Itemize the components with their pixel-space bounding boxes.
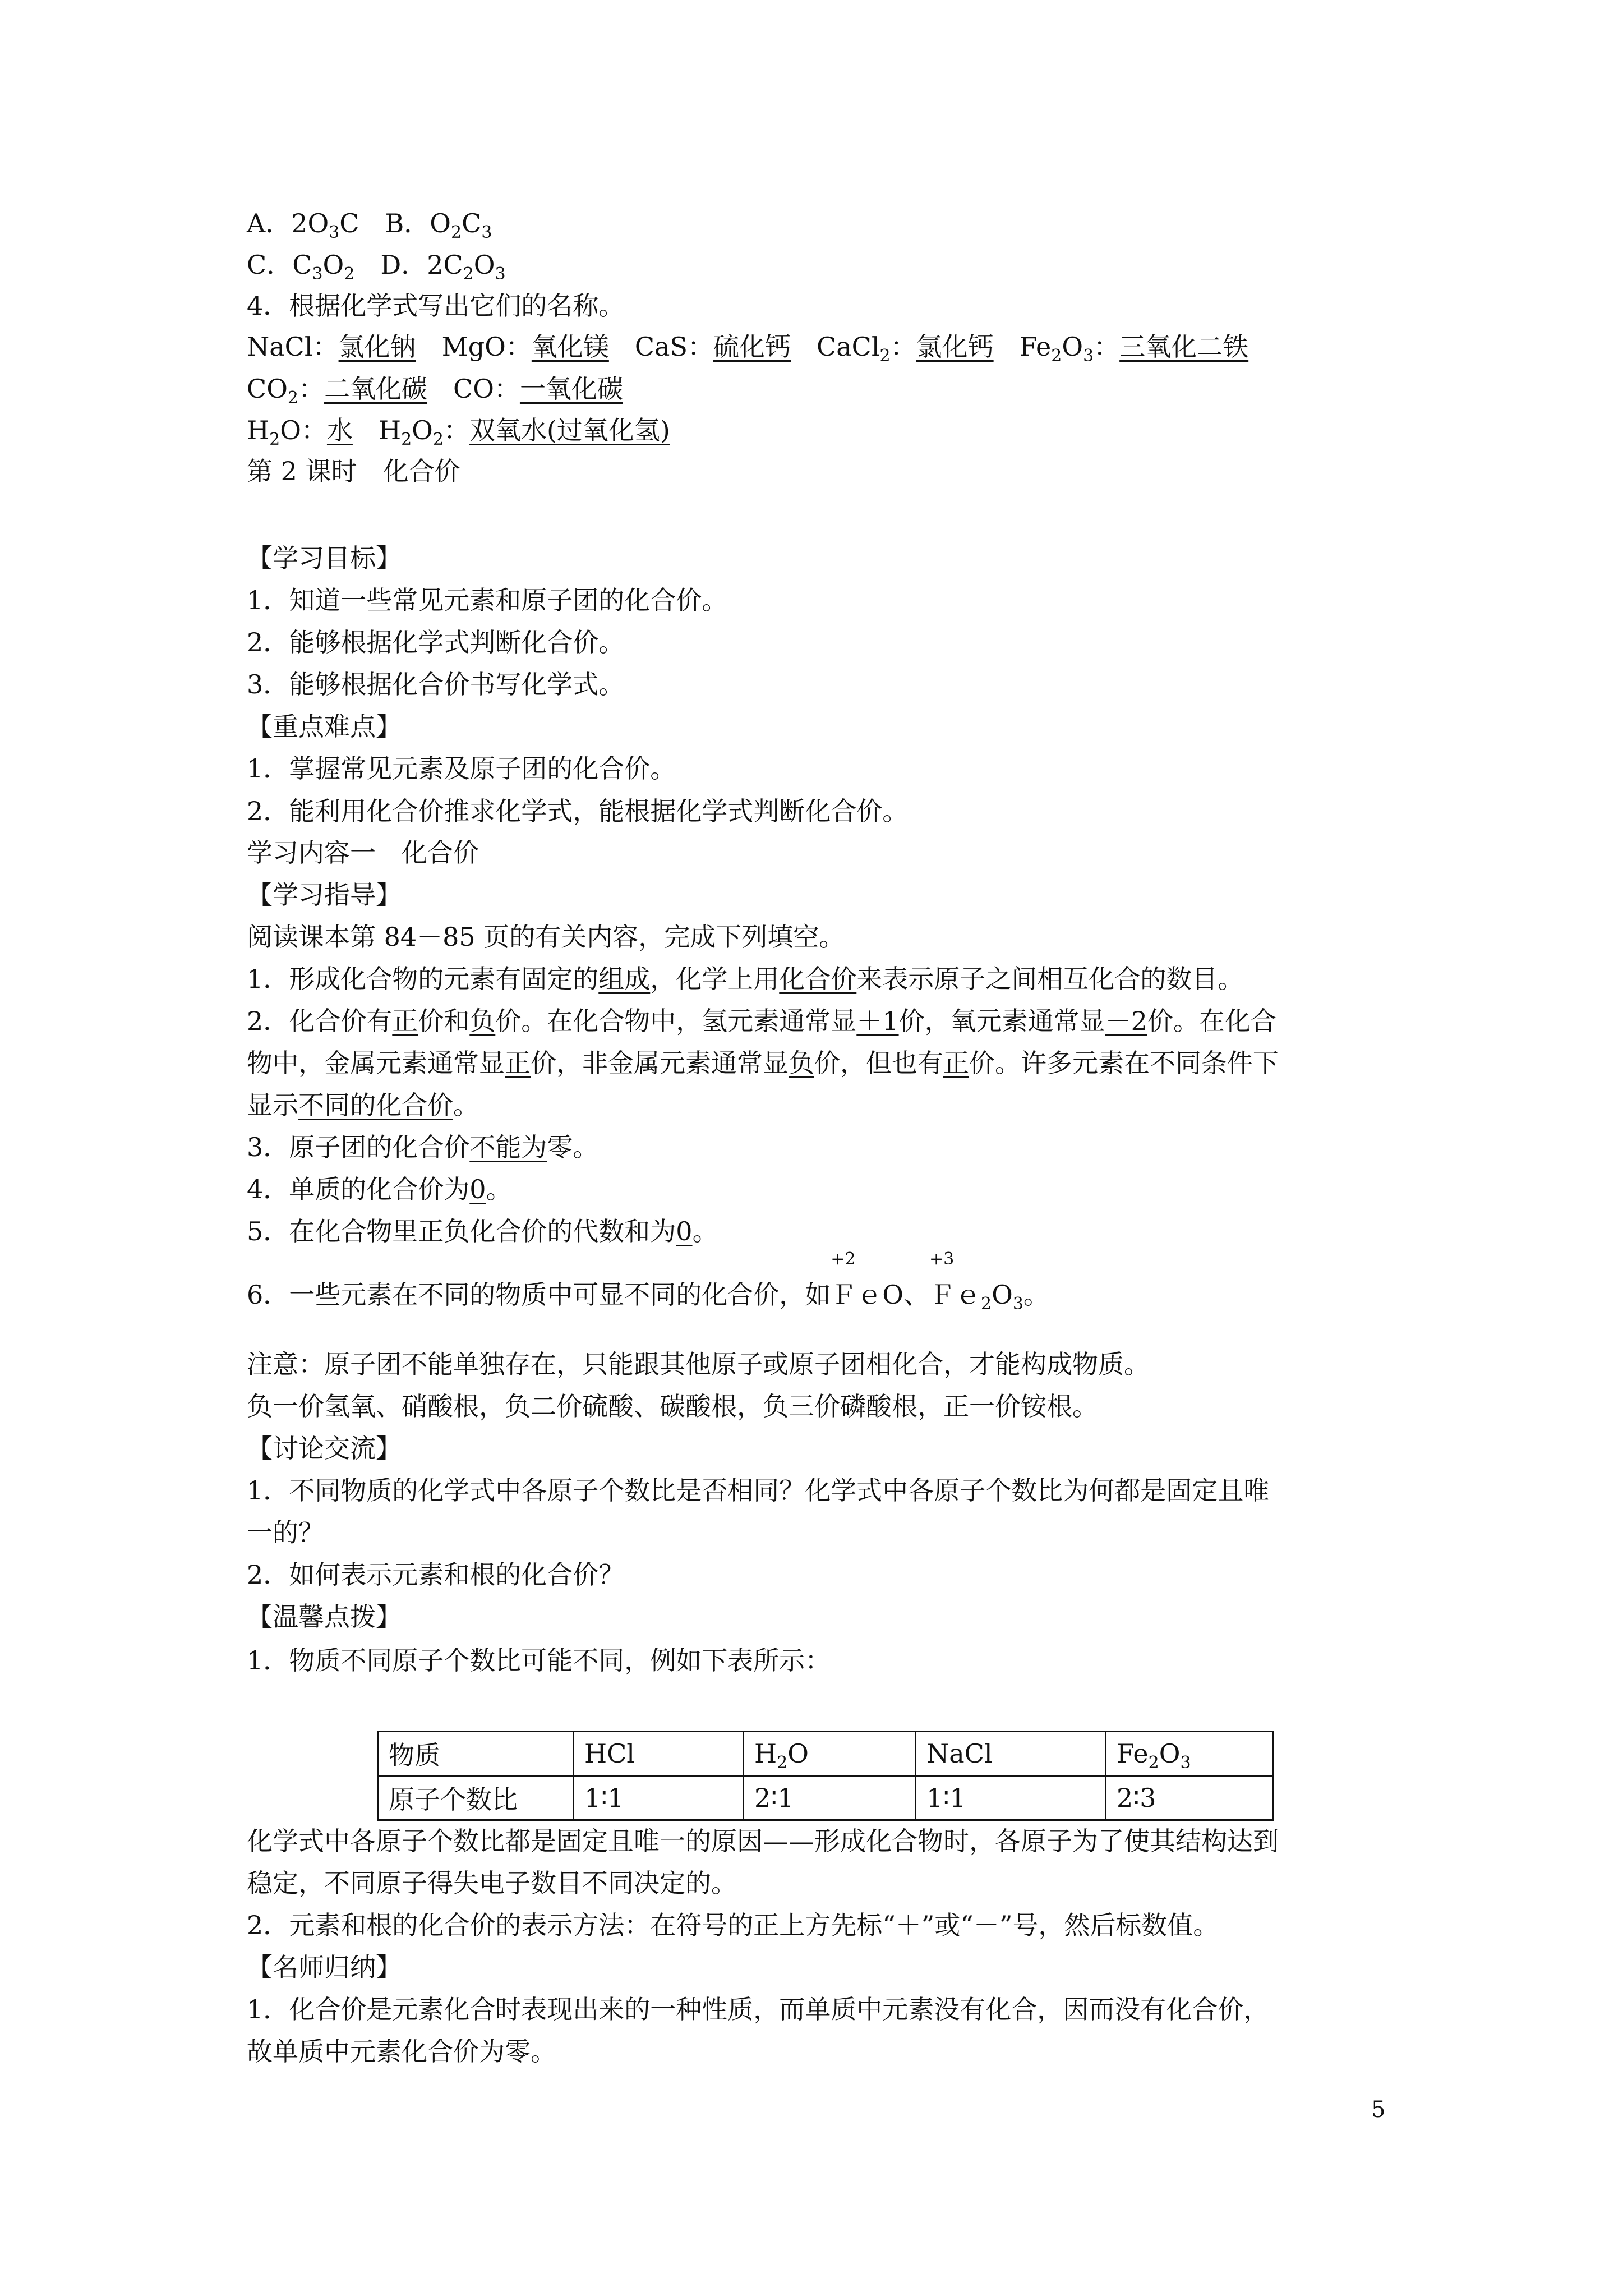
- discuss-question-1-cont: 一的？: [247, 1517, 324, 1548]
- option-line-cd: C．$C_3O_2$ D．$2C_2O_3$: [247, 250, 506, 284]
- mnemonic-line: 负一价氢氧、硝酸根，负二价硫酸、碳酸根，负三价磷酸根，正一价铵根。: [247, 1391, 1098, 1421]
- summary-item-1: 1．化合价是元素化合时表现出来的一种性质，而单质中元素没有化合，因而没有化合价，: [247, 1994, 1270, 2024]
- atom-ratio-table: [377, 1731, 1274, 1821]
- table-cell: 1∶1: [916, 1776, 1106, 1820]
- discuss-question-2: 2．如何表示元素和根的化合价？: [247, 1559, 625, 1590]
- table-cell: 原子个数比: [378, 1776, 574, 1820]
- fill-blank-1: 1．形成化合物的元素有固定的组成，化学上用化合价来表示原子之间相互化合的数目。: [247, 964, 1244, 994]
- tip-1: 1．物质不同原子个数比可能不同，例如下表所示：: [247, 1645, 831, 1676]
- table-cell: $Fe_2O_3$: [1106, 1732, 1274, 1776]
- option-line-ab: A．$2O_3C$ B．$O_2C_3$: [247, 208, 492, 242]
- question-4-answers-2: $CO_2$：二氧化碳 CO：一氧化碳: [247, 374, 623, 408]
- page-number: 5: [1371, 2097, 1386, 2123]
- key-points-heading: 【重点难点】: [247, 711, 402, 742]
- summary-item-1-cont: 故单质中元素化合价为零。: [247, 2036, 556, 2067]
- fe-valence-3: +3 Ｆｅ: [929, 1249, 981, 1310]
- summary-heading: 【名师归纳】: [247, 1952, 402, 1982]
- goal-item: 3．能够根据化合价书写化学式。: [247, 669, 625, 700]
- answer-h2o2: 双氧水(过氧化氢): [469, 415, 670, 445]
- tips-heading: 【温馨点拨】: [247, 1602, 402, 1632]
- answer-mgo: 氧化镁: [531, 332, 609, 362]
- tip-1-explanation: 化学式中各原子个数比都是固定且唯一的原因——形成化合物时，各原子为了使其结构达到: [247, 1826, 1279, 1856]
- table-cell: HCl: [574, 1732, 744, 1776]
- key-point-item: 2．能利用化合价推求化学式，能根据化学式判断化合价。: [247, 796, 909, 826]
- fill-blank-2-cont: 物中，金属元素通常显正价，非金属元素通常显负价，但也有正价。许多元素在不同条件下: [247, 1048, 1279, 1078]
- answer-co2: 二氧化碳: [324, 374, 428, 404]
- answer-fe2o3: 三氧化二铁: [1119, 332, 1249, 362]
- table-cell: 2∶1: [744, 1776, 916, 1820]
- answer-cacl2: 氯化钙: [916, 332, 994, 362]
- table-cell: $H_2O$: [744, 1732, 916, 1776]
- question-4-answers-1: NaCl：氯化钠 MgO：氧化镁 CaS：硫化钙 CaCl$_2$：氯化钙 $Fe_2O_3$：三氧化二铁: [247, 332, 1249, 366]
- answer-cas: 硫化钙: [713, 332, 791, 362]
- tip-2: 2．元素和根的化合价的表示方法：在符号的正上方先标“＋”或“－”号，然后标数值。: [247, 1910, 1219, 1940]
- key-point-item: 1．掌握常见元素及原子团的化合价。: [247, 753, 676, 784]
- table-row: [378, 1776, 1274, 1820]
- fill-blank-2: 2．化合价有正价和负价。在化合物中，氢元素通常显＋1价，氧元素通常显－2价。在化合: [247, 1006, 1276, 1036]
- guide-intro: 阅读课本第 84－85 页的有关内容，完成下列填空。: [247, 922, 845, 952]
- fill-blank-5: 5．在化合物里正负化合价的代数和为0。: [247, 1216, 718, 1246]
- fill-blank-4: 4．单质的化合价为0。: [247, 1174, 512, 1204]
- table-cell: 2∶3: [1106, 1776, 1274, 1820]
- discuss-heading: 【讨论交流】: [247, 1433, 402, 1464]
- fill-blank-3: 3．原子团的化合价不能为零。: [247, 1132, 599, 1162]
- answer-nacl: 氯化钠: [338, 332, 416, 362]
- fe-valence-2: +2 Ｆｅ: [831, 1249, 883, 1310]
- goal-item: 2．能够根据化学式判断化合价。: [247, 627, 625, 657]
- table-cell: 1∶1: [574, 1776, 744, 1820]
- question-4-prompt: 4．根据化学式写出它们的名称。: [247, 291, 625, 321]
- tip-1-explanation-cont: 稳定，不同原子得失电子数目不同决定的。: [247, 1868, 737, 1898]
- goal-item: 1．知道一些常见元素和原子团的化合价。: [247, 585, 728, 615]
- content-title: 学习内容一 化合价: [247, 838, 479, 868]
- table-cell: 物质: [378, 1732, 574, 1776]
- answer-h2o: 水: [326, 415, 353, 445]
- table-cell: NaCl: [916, 1732, 1106, 1776]
- discuss-question-1: 1．不同物质的化学式中各原子个数比是否相同？化学式中各原子个数比为何都是固定且唯: [247, 1475, 1270, 1506]
- fill-blank-2-end: 显示不同的化合价。: [247, 1090, 479, 1120]
- valence-example: 6．一些元素在不同的物质中可显不同的化合价，如 +2 ＦｅO、 +3 $Fe_2O_3$。: [247, 1249, 1049, 1314]
- guide-heading: 【学习指导】: [247, 880, 402, 910]
- lesson-title: 第 2 课时 化合价: [247, 456, 460, 486]
- answer-co: 一氧化碳: [519, 374, 623, 404]
- table-row: [378, 1732, 1274, 1776]
- note-line: 注意：原子团不能单独存在，只能跟其他原子或原子团相化合，才能构成物质。: [247, 1349, 1150, 1379]
- goals-heading: 【学习目标】: [247, 543, 402, 573]
- question-4-answers-3: $H_2O$：水 $H_2O_2$：双氧水(过氧化氢): [247, 415, 670, 449]
